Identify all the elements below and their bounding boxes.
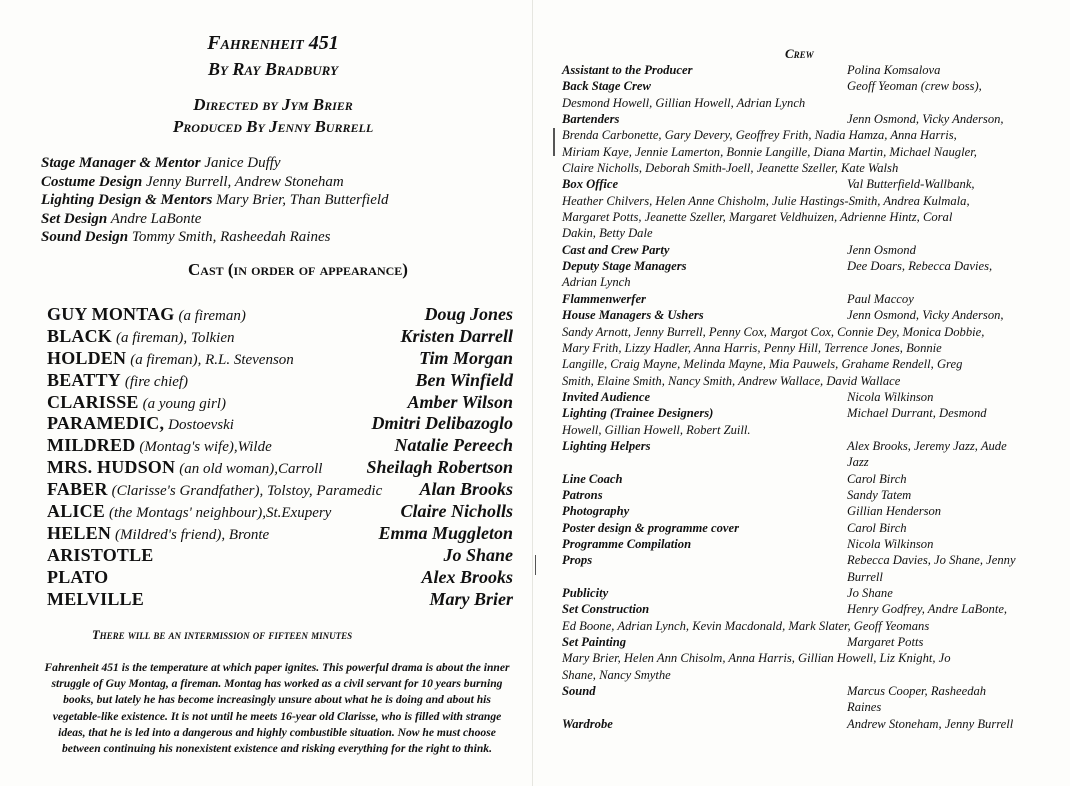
character-name: FABER (47, 479, 108, 500)
character-description: (Clarisse's Grandfather), Tolstoy, Paramedic (111, 483, 383, 500)
crew-names-continued: Smith, Elaine Smith, Nancy Smith, Andrew Wallace, David Wallace (562, 373, 901, 388)
crew-names: Jenn Osmond, Vicky Anderson, (847, 112, 1004, 127)
crew-role: Publicity (562, 586, 609, 600)
character-description: Dostoevski (168, 417, 234, 434)
crew-credit-line (562, 291, 1062, 307)
cast-row (47, 326, 513, 348)
crew-names: Carol Birch (847, 471, 907, 486)
crew-names: Jenn Osmond (847, 242, 916, 257)
crew-names: Raines (847, 700, 882, 715)
crew-names-continued: Shane, Nancy Smythe (562, 667, 671, 682)
character-description: (an old woman),Carroll (179, 461, 323, 478)
crew-credit-line (562, 274, 1062, 290)
crew-role: Stage Manager & Mentor (41, 155, 201, 171)
crew-credit-line (562, 536, 1062, 552)
crew-names: Sandy Tatem (847, 487, 912, 502)
character-name: PARAMEDIC, (47, 413, 165, 434)
crew-credit-line (562, 62, 1062, 78)
cast-row (47, 304, 513, 326)
cast-row (47, 545, 513, 567)
right-page (540, 0, 1070, 786)
crew-credit-line (562, 209, 1062, 225)
crew-credit-line (562, 650, 1062, 666)
crew-role: Set Painting (562, 635, 627, 650)
crew-role: Photography (562, 504, 630, 519)
crew-names-continued: Howell, Gillian Howell, Robert Zuill. (562, 422, 751, 437)
crew-names: Rebecca Davies, Jo Shane, Jenny (847, 553, 1016, 568)
crew-credit-line (562, 422, 1062, 438)
crew-credit-line (562, 144, 1062, 160)
actor-name: Emma Muggleton (378, 522, 513, 543)
producer-credit: Produced By Jenny Burrell (172, 117, 374, 136)
crew-credit-line (562, 127, 1062, 143)
crew-names: Henry Godfrey, Andre LaBonte, (847, 602, 1008, 617)
cast-row (47, 370, 513, 392)
character-description: (Montag's wife),Wilde (139, 439, 272, 456)
crew-credit-line (562, 405, 1062, 421)
crew-names: Jazz (847, 455, 869, 470)
crew-role: Set Construction (562, 602, 650, 617)
crew-credit-line (562, 683, 1062, 699)
crew-names: Dee Doars, Rebecca Davies, (847, 259, 993, 274)
crew-credit-line (562, 503, 1062, 519)
character-description: (a fireman), Tolkien (116, 329, 235, 346)
crew-credit-line (562, 585, 1062, 601)
crew-credit-line (562, 95, 1062, 111)
cast-row (47, 457, 513, 479)
character-name: BLACK (47, 325, 113, 346)
crew-names: Jenn Osmond, Vicky Anderson, (847, 308, 1004, 323)
crew-credit-line (562, 78, 1062, 94)
crew-names: Burrell (847, 569, 883, 584)
crew-credit-line (562, 618, 1062, 634)
crew-credit-line (562, 667, 1062, 683)
crew-credit-line (562, 601, 1062, 617)
crew-credit-line (562, 356, 1062, 372)
crew-names: Carol Birch (847, 520, 907, 535)
play-title: Fahrenheit 451 (207, 32, 339, 54)
crew-names: Paul Maccoy (847, 291, 914, 306)
crew-role: Props (562, 553, 593, 568)
actor-name: Kristen Darrell (400, 325, 513, 346)
character-description: (Mildred's friend), Bronte (115, 526, 270, 543)
crew-credit-line (562, 160, 1062, 176)
character-name: MELVILLE (47, 588, 144, 609)
crew-credit-line (562, 324, 1062, 340)
production-crew-list (41, 154, 511, 247)
intermission-note: There will be an intermission of fifteen minutes (92, 628, 353, 642)
cast-list (47, 304, 513, 610)
crew-credit-line (562, 438, 1062, 454)
crew-credit-line (562, 258, 1062, 274)
character-description: (a fireman), R.L. Stevenson (130, 351, 294, 368)
cast-row (47, 392, 513, 414)
crew-names: Janice Duffy (204, 155, 281, 171)
character-name: GUY MONTAG (47, 304, 175, 324)
crew-credit-line (562, 340, 1062, 356)
character-name: PLATO (47, 566, 109, 587)
crew-names: Margaret Potts (847, 635, 924, 650)
crew-names-continued: Dakin, Betty Dale (562, 226, 653, 241)
cast-row (47, 348, 513, 370)
crew-names-continued: Langille, Craig Mayne, Melinda Mayne, Mia Pauwels, Grahame Rendell, Greg (562, 357, 963, 372)
character-description: (a fireman) (178, 308, 246, 324)
crew-role: Lighting (Trainee Designers) (562, 406, 714, 421)
crew-credit-line (562, 699, 1062, 715)
crew-names-continued: Margaret Potts, Jeanette Szeller, Margaret Veldhuizen, Adrienne Hintz, Coral (562, 210, 953, 225)
synopsis: Fahrenheit 451 is the temperature at which paper ignites. This powerful drama is about the inner struggle of Guy Montag, a fireman. Montag has worked as a civil servant for 10 years burning books, but lately he has become increasingly unsure about what he is doing and about his vegetable-like existence. It is not until he meets 16-year old Clarisse, who is filled with strange ideas, that he is led into a dangerous and highly combustible situation. Now he must choose between continuing his nonexistent existence and risking everything for the right to think. (44, 661, 510, 756)
left-page (0, 0, 532, 786)
crew-credit-line (562, 225, 1062, 241)
cast-heading: Cast (in order of appearance) (188, 260, 408, 279)
scan-mark (535, 555, 536, 575)
crew-role: Bartenders (562, 112, 620, 127)
cast-row (47, 413, 513, 435)
crew-credit-line (562, 193, 1062, 209)
crew-names-continued: Desmond Howell, Gillian Howell, Adrian Lynch (562, 95, 806, 110)
director-credit: Directed by Jym Brier (193, 95, 353, 114)
character-name: ALICE (47, 501, 106, 522)
crew-names: Andrew Stoneham, Jenny Burrell (847, 716, 1014, 731)
crew-credit-line (562, 176, 1062, 192)
actor-name: Alex Brooks (421, 566, 513, 587)
character-description: (fire chief) (124, 373, 189, 390)
cast-row (47, 589, 513, 611)
cast-row (47, 479, 513, 501)
actor-name: Jo Shane (443, 544, 513, 565)
crew-names-continued: Brenda Carbonette, Gary Devery, Geoffrey Frith, Nadia Hamza, Anna Harris, (562, 128, 957, 143)
crew-role: Cast and Crew Party (562, 242, 670, 257)
character-name: HELEN (47, 522, 112, 543)
crew-role: Deputy Stage Managers (562, 259, 687, 274)
character-name: ARISTOTLE (47, 544, 154, 565)
crew-names-continued: Claire Nicholls, Deborah Smith-Joell, Jeanette Szeller, Kate Walsh (562, 161, 899, 176)
crew-names: Jenny Burrell, Andrew Stoneham (146, 173, 344, 190)
crew-credit-line (562, 569, 1062, 585)
crew-role: Poster design & programme cover (562, 520, 739, 535)
crew-credits (562, 62, 1062, 732)
crew-role: Set Design (41, 210, 108, 227)
crew-names-continued: Heather Chilvers, Helen Anne Chisholm, Julie Hastings-Smith, Andrea Kulmala, (562, 193, 970, 208)
crew-names: Tommy Smith, Rasheedah Raines (131, 229, 331, 245)
crew-credit-line (562, 389, 1062, 405)
character-name: MRS. HUDSON (47, 457, 176, 478)
actor-name: Dmitri Delibazoglo (371, 413, 513, 434)
character-description: (a young girl) (142, 395, 226, 412)
crew-line (41, 228, 511, 247)
crew-names: Nicola Wilkinson (847, 389, 934, 404)
crew-names: Marcus Cooper, Rasheedah (847, 684, 987, 699)
crew-credit-line (562, 487, 1062, 503)
character-name: MILDRED (47, 435, 136, 456)
crew-title: Crew (785, 46, 814, 61)
crew-role: Costume Design (41, 173, 143, 190)
crew-role: Line Coach (562, 471, 623, 486)
character-name: BEATTY (47, 369, 121, 390)
crew-names: Jo Shane (847, 586, 893, 600)
crew-role: Wardrobe (562, 716, 613, 731)
character-name: HOLDEN (47, 347, 127, 368)
actor-name: Doug Jones (424, 304, 513, 324)
actor-name: Tim Morgan (419, 347, 513, 368)
crew-names-continued: Sandy Arnott, Jenny Burrell, Penny Cox, Margot Cox, Connie Dey, Monica Dobbie, (562, 324, 985, 339)
crew-line (41, 210, 511, 229)
crew-names-continued: Mary Brier, Helen Ann Chisolm, Anna Harris, Gillian Howell, Liz Knight, Jo (562, 651, 951, 666)
author: By Ray Bradbury (207, 59, 339, 79)
crew-credit-line (562, 634, 1062, 650)
crew-names: Gillian Henderson (847, 504, 942, 519)
crew-role: Lighting Helpers (562, 438, 651, 453)
crew-credit-line (562, 454, 1062, 470)
crew-names: Andre LaBonte (110, 210, 202, 227)
actor-name: Amber Wilson (407, 391, 513, 412)
crew-role: Programme Compilation (562, 536, 692, 551)
actor-name: Ben Winfield (415, 369, 513, 390)
cast-row (47, 501, 513, 523)
crew-credit-line (562, 716, 1062, 732)
crew-names: Alex Brooks, Jeremy Jazz, Aude (847, 438, 1007, 453)
crew-role: House Managers & Ushers (562, 308, 704, 323)
crew-role: Lighting Design & Mentors (41, 192, 213, 208)
crew-names: Val Butterfield-Wallbank, (847, 177, 975, 192)
crew-role: Patrons (562, 487, 603, 502)
crew-role: Back Stage Crew (562, 79, 651, 94)
crew-credit-line (562, 111, 1062, 127)
cast-row (47, 435, 513, 457)
crew-role: Flammenwerfer (562, 291, 646, 306)
crew-role: Invited Audience (562, 389, 651, 404)
crew-names-continued: Adrian Lynch (562, 275, 631, 290)
crew-names: Nicola Wilkinson (847, 536, 934, 551)
actor-name: Natalie Pereech (394, 435, 513, 456)
actor-name: Sheilagh Robertson (366, 457, 513, 478)
crew-credit-line (562, 307, 1062, 323)
crew-role: Box Office (562, 177, 619, 192)
actor-name: Claire Nicholls (400, 501, 513, 522)
crew-names-continued: Ed Boone, Adrian Lynch, Kevin Macdonald, Mark Slater, Geoff Yeomans (562, 618, 930, 633)
crew-credit-line (562, 471, 1062, 487)
crew-names: Geoff Yeoman (crew boss), (847, 79, 982, 94)
crew-credit-line (562, 242, 1062, 258)
crew-names: Michael Durrant, Desmond (847, 406, 987, 421)
crew-names: Polina Komsalova (847, 63, 941, 77)
crew-line (41, 191, 511, 210)
crew-role: Assistant to the Producer (562, 63, 693, 77)
crew-credit-line (562, 520, 1062, 536)
actor-name: Mary Brier (429, 588, 513, 609)
character-description: (the Montags' neighbour),St.Exupery (109, 505, 332, 522)
crew-role: Sound (562, 684, 596, 699)
crew-names-continued: Mary Frith, Lizzy Hadler, Anna Harris, Penny Hill, Terrence Jones, Bonnie (562, 340, 942, 355)
crew-names: Mary Brier, Than Butterfield (216, 192, 389, 208)
crew-names-continued: Miriam Kaye, Jennie Lamerton, Bonnie Langille, Diana Martin, Michael Naugler, (562, 144, 977, 159)
cast-row (47, 523, 513, 545)
actor-name: Alan Brooks (419, 479, 513, 500)
crew-role: Sound Design (41, 229, 129, 245)
character-name: CLARISSE (47, 391, 139, 412)
cast-row (47, 567, 513, 589)
crew-line (41, 154, 511, 173)
crew-line (41, 173, 511, 192)
crew-credit-line (562, 552, 1062, 568)
crew-credit-line (562, 373, 1062, 389)
